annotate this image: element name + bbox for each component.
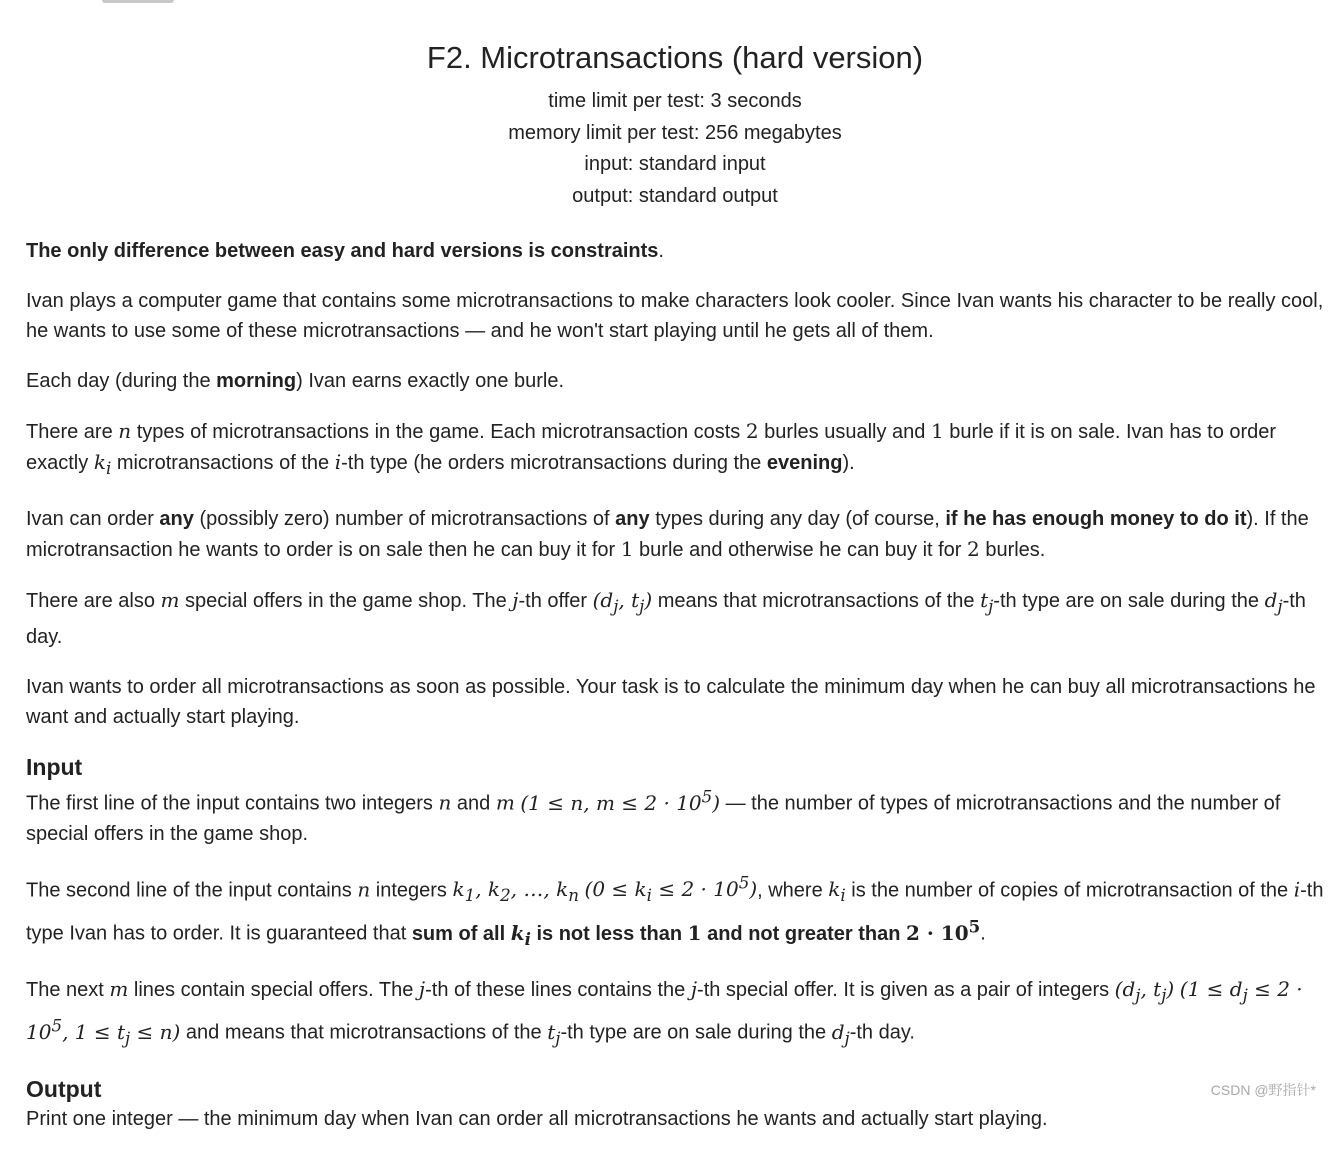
math-k: $k_i$ <box>510 920 531 949</box>
math-constraint: ($1 \le d_j \le 2 \cdot 10^5$, $1 \le t_j \le n$) <box>26 976 1303 1048</box>
output-spec: output: standard output <box>572 184 778 207</box>
top-tab-stub <box>102 0 174 3</box>
output-text: Print one integer — the minimum day when Ivan can order all microtransactions he wants and actually start playing. <box>26 1107 1048 1130</box>
bold-text: The only difference between easy and hard versions is constraints <box>26 240 659 262</box>
math-n: n <box>118 419 132 443</box>
statement-paragraph-2: Each day (during the morning) Ivan earns exactly one burle. <box>26 370 565 392</box>
math-i: i <box>334 450 342 474</box>
statement-paragraph-0: The only difference between easy and hard versions is constraints. <box>26 240 664 262</box>
math-one: 1 <box>687 920 702 945</box>
bold-text: evening <box>766 452 843 474</box>
input-section-title: Input <box>26 754 83 780</box>
math-k: $k_i$ <box>828 877 846 906</box>
statement-paragraph-4: Ivan can order any (possibly zero) number of microtransactions of any types during any day (of course, if he has enough money to do it). If the microtransaction he wants to order is on sale then he can buy it for 1 burle and otherwise he can buy it for 2 burles. <box>26 508 1309 561</box>
input-line-1: The first line of the input contains two integers n and m (1 ≤ n, $m \le 2 \cdot 10^5$) — the number of types of microtransactions and the number of special offers in the game shop. <box>26 787 1281 845</box>
math-d: $d_j$ <box>831 1019 850 1048</box>
math-j: j <box>418 976 426 1001</box>
math-t: $t_j$ <box>547 1019 561 1048</box>
bold-text: morning <box>216 370 297 392</box>
math-n: n <box>357 877 371 902</box>
math-one: 1 <box>620 537 634 561</box>
input-line-3: The next m lines contain special offers. The j-th of these lines contains the j-th special offer. It is given as a pair of integers ($d_j$, $t_j$) ($1 \le d_j \le 2 \cdot 10^5$, $1 \le t_j \le n$) and means that microtransactions of the $t_j-th$ type are on sale during the $d_j-th$ day. <box>26 976 1303 1048</box>
statement-paragraph-3: There are n types of microtransactions in the game. Each microtransaction costs 2 burles usually and 1 burle if it is on sale. Ivan has to order exactly $k_i$ microtransactions of the i-th type (he orders microtransactions during the evening). <box>26 419 1277 478</box>
math-j: j <box>512 588 519 612</box>
math-m: m <box>160 588 180 612</box>
input-spec: input: standard input <box>584 153 766 175</box>
math-max: $2 \cdot 10^5$ <box>906 916 981 945</box>
output-section-title: Output <box>26 1075 102 1102</box>
math-sequence: $k_1$, $k_2$, …, $k_n$ <box>452 877 579 906</box>
watermark: CSDN @野指针* <box>1210 1082 1316 1098</box>
math-k: $k_i$ <box>93 450 112 478</box>
math-constraint: $(0 \le k_i \le 2 \cdot 10^5)$ <box>584 873 758 906</box>
problem-title: F2. Microtransactions (hard version) <box>426 40 924 75</box>
math-constraint: (1 ≤ n, $m \le 2 \cdot 10^5$) <box>520 787 721 815</box>
statement-paragraph-1: Ivan plays a computer game that contains some microtransactions to make characters look cooler. Since Ivan wants his character to be really cool, he wants to use some of these microtransactions — and he won't start playing until he gets all of them. <box>26 290 1324 342</box>
memory-limit: memory limit per test: 256 megabytes <box>508 121 842 144</box>
math-two: 2 <box>745 419 759 443</box>
math-one: 1 <box>930 419 944 443</box>
math-n: n <box>438 790 452 815</box>
problem-statement <box>26 236 1326 1154</box>
math-t: $t_j$ <box>980 588 994 616</box>
math-m: m <box>495 790 515 815</box>
math-j: j <box>690 976 698 1001</box>
math-i: i <box>1293 877 1301 902</box>
math-pair: ($d_j$, $t_j$) <box>592 588 653 616</box>
math-d: $d_j$ <box>1264 588 1283 616</box>
problem-header <box>0 38 1330 212</box>
time-limit: time limit per test: 3 seconds <box>548 90 802 112</box>
input-line-2: The second line of the input contains n integers $k_1$, $k_2$, …, $k_n$ $(0 \le k_i \le 2 \cdot 10^5)$, where $k_i$ is the number of copies of microtransaction of the i-th type Ivan has to order. It is guaranteed that sum of all $k_i$ is not less than 1 and not greater than $2 \cdot 10^5$. <box>26 873 1324 949</box>
statement-paragraph-6: Ivan wants to order all microtransactions as soon as possible. Your task is to calculate the minimum day when he can buy all microtransactions he want and actually start playing. <box>26 676 1316 728</box>
statement-paragraph-5: There are also m special offers in the game shop. The j-th offer ($d_j$, $t_j$) means that microtransactions of the $t_j-th$ type are on sale during the $d_j-th$ day. <box>26 588 1306 648</box>
math-pair: ($d_j$, $t_j$) <box>1114 976 1175 1005</box>
math-two: 2 <box>967 537 980 561</box>
math-m: m <box>109 976 129 1001</box>
